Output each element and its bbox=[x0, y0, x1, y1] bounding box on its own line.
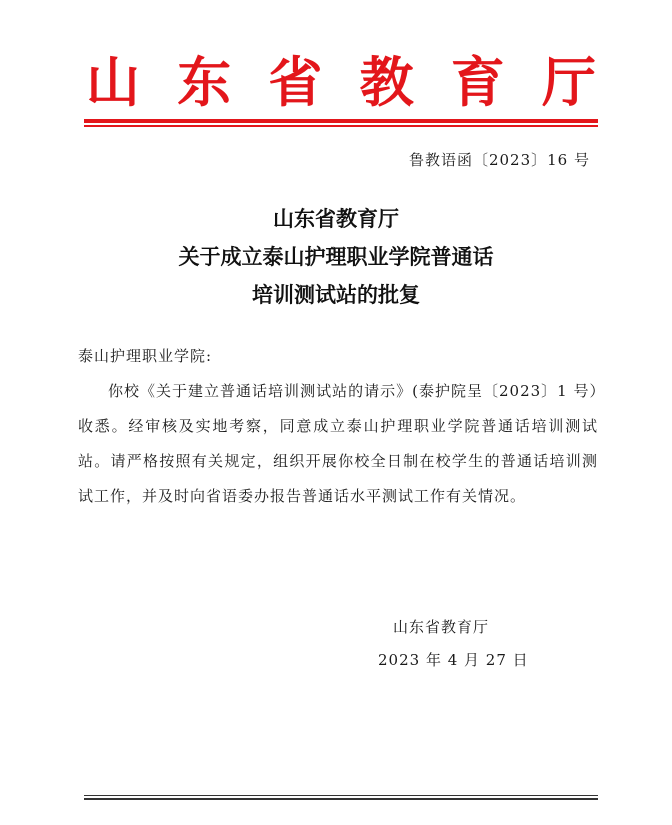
footer-divider-thin bbox=[84, 795, 598, 796]
document-number: 鲁教语函〔2023〕16 号 bbox=[408, 151, 590, 169]
masthead-divider-thin bbox=[84, 125, 598, 127]
masthead-title bbox=[86, 50, 596, 114]
document-title-line-1: 山东省教育厅 bbox=[273, 206, 399, 231]
footer-divider-thick bbox=[84, 798, 598, 800]
body-paragraph: 你校《关于建立普通话培训测试站的请示》(泰护院呈〔2023〕1 号）收悉。经审核及实地考察，同意成立泰山护理职业学院普通话培训测试站。请严格按照有关规定，组织开展你校全日制在校学生的普通话培训测试工作，并及时向省语委办报告普通话水平测试工作有关情况。 bbox=[78, 382, 598, 505]
document-title-line-3: 培训测试站的批复 bbox=[252, 282, 420, 307]
masthead-char: 东 bbox=[177, 50, 232, 114]
masthead-char: 山 bbox=[86, 50, 140, 114]
document-title-line-2: 关于成立泰山护理职业学院普通话 bbox=[178, 244, 494, 269]
signature-date: 2023 年 4 月 27 日 bbox=[378, 651, 529, 669]
masthead-char: 厅 bbox=[541, 50, 596, 114]
masthead-char: 育 bbox=[450, 50, 505, 114]
masthead-divider-thick bbox=[84, 119, 598, 123]
salutation: 泰山护理职业学院: bbox=[78, 347, 213, 365]
masthead-char: 教 bbox=[359, 50, 414, 114]
masthead-char: 省 bbox=[268, 50, 323, 114]
signature-organization: 山东省教育厅 bbox=[393, 618, 490, 636]
